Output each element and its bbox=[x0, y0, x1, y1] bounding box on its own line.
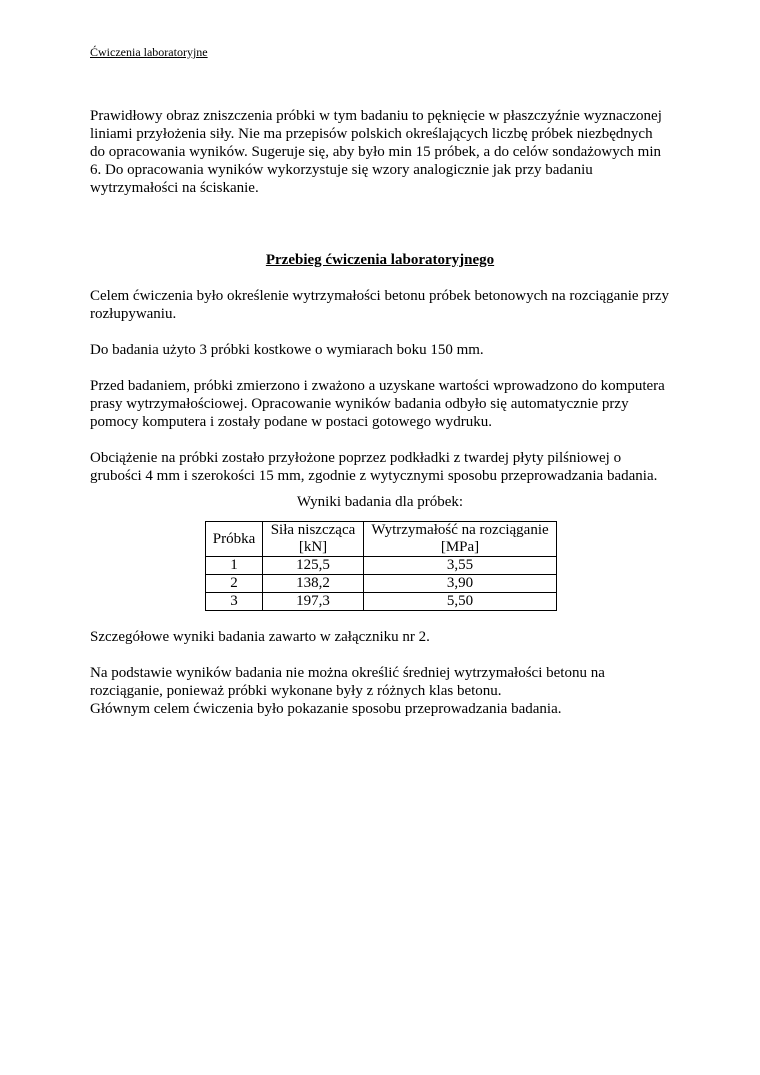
table-row bbox=[206, 575, 557, 593]
intro-paragraph: Prawidłowy obraz zniszczenia próbki w tym badaniu to pęknięcie w płaszczyźnie wyznaczonej liniami przyłożenia siły. Nie ma przepisów polskich określających liczbę próbek niezbędnych do opracowania wyników. Sugeruje się, aby było min 15 próbek, a do celów sondażowych min 6. Do opracowania wyników wykorzystuje się wzory analogicznie jak przy badaniu wytrzymałości na ściskanie. bbox=[90, 108, 662, 196]
header-force-line2: [kN] bbox=[298, 539, 328, 555]
cell-force: 197,3 bbox=[263, 593, 364, 611]
cell-force: 138,2 bbox=[263, 575, 364, 593]
document-header: Ćwiczenia laboratoryjne bbox=[90, 45, 208, 59]
cell-sample: 2 bbox=[206, 575, 263, 593]
table-row bbox=[206, 557, 557, 575]
procedure-paragraph: Przed badaniem, próbki zmierzono i zważono a uzyskane wartości wprowadzono do komputera prasy wytrzymałościowej. Opracowanie wyników badania odbyło się automatycznie przy pomocy komputera i zostały podane w postaci gotowego wydruku. bbox=[90, 378, 665, 430]
conclusion-paragraph-1: Na podstawie wyników badania nie można określić średniej wytrzymałości betonu na rozciąganie, ponieważ próbki wykonane były z różnych klas betonu. bbox=[90, 665, 605, 699]
cell-sample: 1 bbox=[206, 557, 263, 575]
cell-force: 125,5 bbox=[263, 557, 364, 575]
details-paragraph: Szczegółowe wyniki badania zawarto w załączniku nr 2. bbox=[90, 629, 430, 645]
conclusion-paragraph-2: Głównym celem ćwiczenia było pokazanie sposobu przeprowadzania badania. bbox=[90, 701, 562, 717]
cell-sample: 3 bbox=[206, 593, 263, 611]
document-body bbox=[90, 107, 670, 718]
table-caption: Wyniki badania dla próbek: bbox=[296, 494, 464, 510]
goal-paragraph: Celem ćwiczenia było określenie wytrzymałości betonu próbek betonowych na rozciąganie przy rozłupywaniu. bbox=[90, 288, 669, 322]
header-strength-line1: Wytrzymałość na rozciąganie bbox=[371, 522, 549, 538]
results-table bbox=[205, 521, 557, 611]
header-strength-line2: [MPa] bbox=[440, 539, 480, 555]
table-header-row bbox=[206, 522, 557, 557]
cell-strength: 3,55 bbox=[364, 557, 557, 575]
section-title: Przebieg ćwiczenia laboratoryjnego bbox=[265, 252, 495, 268]
cell-strength: 3,90 bbox=[364, 575, 557, 593]
header-force-line1: Siła niszcząca bbox=[270, 522, 356, 538]
loading-paragraph: Obciążenie na próbki zostało przyłożone poprzez podkładki z twardej płyty pilśniowej o grubości 4 mm i szerokości 15 mm, zgodnie z wytycznymi sposobu przeprowadzania badania. bbox=[90, 450, 658, 484]
header-force bbox=[263, 522, 364, 557]
cell-strength: 5,50 bbox=[364, 593, 557, 611]
header-sample: Próbka bbox=[206, 522, 263, 557]
results-table-wrapper bbox=[92, 521, 670, 611]
header-strength bbox=[364, 522, 557, 557]
samples-paragraph: Do badania użyto 3 próbki kostkowe o wymiarach boku 150 mm. bbox=[90, 342, 484, 358]
table-row bbox=[206, 593, 557, 611]
